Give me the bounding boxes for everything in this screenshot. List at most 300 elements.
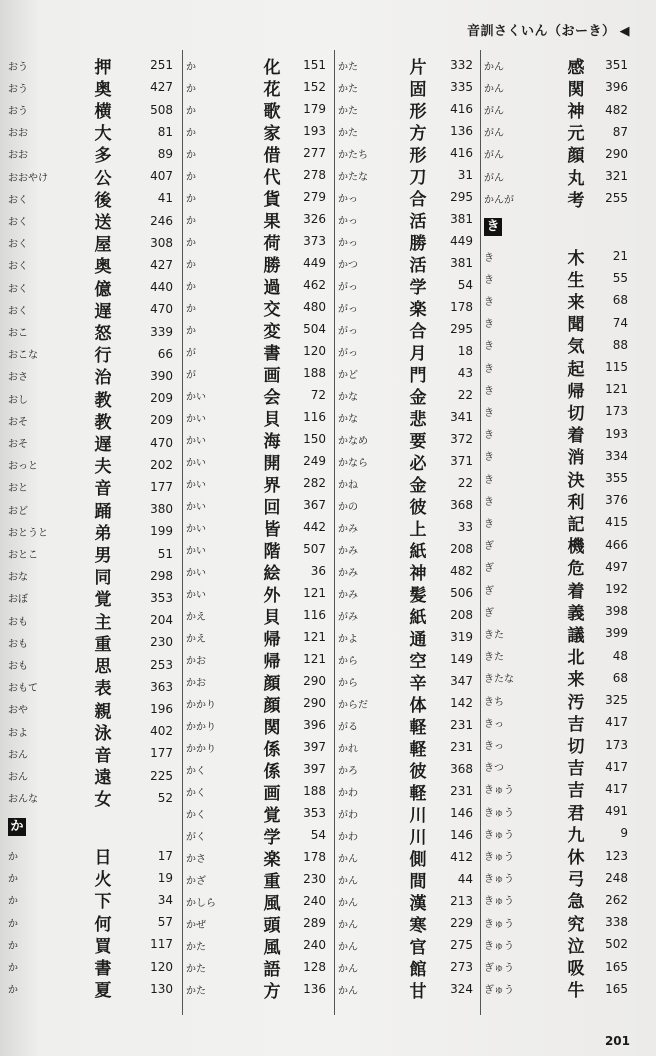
reading: き [484, 496, 494, 508]
reading: きゅう [484, 785, 514, 797]
reading: おや [8, 705, 28, 717]
page-ref: 43 [457, 366, 473, 380]
kanji: 九 [567, 825, 585, 846]
index-entry [484, 165, 628, 187]
reading: かい [186, 501, 206, 513]
index-entry [338, 934, 473, 956]
reading: かたな [338, 171, 368, 183]
reading: か [186, 105, 196, 117]
index-entry [8, 765, 173, 787]
reading: きち [484, 696, 504, 708]
reading: かど [338, 369, 358, 381]
index-entry [484, 312, 628, 334]
page-ref: 462 [303, 278, 326, 292]
kanji: 係 [263, 761, 281, 782]
kanji: 奥 [94, 79, 112, 100]
index-entry [186, 472, 326, 494]
page-ref: 48 [612, 648, 628, 663]
kanji: 覚 [263, 805, 281, 826]
kanji: 覚 [94, 590, 112, 611]
kanji: 必 [409, 453, 427, 474]
kanji: 火 [94, 870, 112, 891]
column-divider [334, 50, 335, 1015]
page-ref: 178 [303, 850, 326, 864]
reading: かん [484, 83, 504, 95]
page-ref: 152 [303, 80, 326, 94]
index-entry [484, 578, 628, 600]
reading: かっ [338, 215, 358, 227]
index-entry [484, 187, 628, 209]
kanji: 休 [567, 848, 585, 869]
page-ref: 68 [612, 670, 628, 685]
kanji: 神 [409, 563, 427, 584]
reading: かた [186, 941, 206, 953]
kanji: 記 [567, 514, 585, 535]
index-entry [484, 423, 628, 445]
page-ref: 325 [605, 693, 628, 708]
index-entry [8, 498, 173, 520]
kanji: 北 [567, 648, 585, 669]
kanji: 家 [263, 123, 281, 144]
index-column [484, 54, 628, 1000]
reading: おし [8, 394, 28, 406]
kanji: 気 [567, 337, 585, 358]
reading: かん [338, 875, 358, 887]
index-entry [8, 742, 173, 764]
index-entry [186, 120, 326, 142]
page-ref: 150 [303, 432, 326, 446]
index-entry [484, 733, 628, 758]
reading: おん [8, 772, 28, 784]
kanji: 楽 [263, 849, 281, 870]
index-entry [338, 98, 473, 120]
kanji: 館 [409, 959, 427, 980]
index-entry [338, 890, 473, 912]
reading: きた [484, 652, 504, 664]
index-entry [338, 208, 473, 230]
index-entry [338, 362, 473, 384]
index-entry [338, 384, 473, 406]
page-ref: 341 [450, 410, 473, 424]
kanji: 貨 [263, 189, 281, 210]
kanji: 活 [409, 211, 427, 232]
page-ref: 165 [605, 959, 628, 974]
reading: きゅう [484, 807, 514, 819]
reading: き [484, 252, 494, 264]
reading: から [338, 655, 358, 667]
kanji: 音 [94, 745, 112, 766]
index-entry [186, 274, 326, 296]
index-entry [186, 648, 326, 670]
reading: かわ [338, 831, 358, 843]
reading: おと [8, 483, 28, 495]
page-ref: 290 [303, 674, 326, 688]
index-entry [186, 802, 326, 824]
page-ref: 87 [612, 124, 628, 139]
index-entry [338, 54, 473, 76]
kanji: 下 [94, 892, 112, 913]
page-ref: 17 [157, 848, 173, 863]
reading: き [484, 474, 494, 486]
index-entry [186, 538, 326, 560]
reading: か [186, 83, 196, 95]
reading: きたな [484, 674, 514, 686]
page-ref: 416 [450, 102, 473, 116]
page-ref: 44 [457, 872, 473, 886]
index-entry [338, 274, 473, 296]
index-entry [186, 428, 326, 450]
index-entry [8, 365, 173, 387]
kanji: 花 [263, 79, 281, 100]
reading: か [186, 281, 196, 293]
page-ref: 231 [450, 718, 473, 732]
page-ref: 507 [303, 542, 326, 556]
section-header [8, 809, 173, 845]
kanji: 関 [567, 79, 585, 100]
reading: おこな [8, 350, 38, 362]
index-entry [8, 409, 173, 431]
kanji: 踊 [94, 501, 112, 522]
reading: か [8, 874, 18, 886]
page-ref: 339 [150, 324, 173, 339]
index-entry [338, 758, 473, 780]
page-ref: 121 [605, 382, 628, 397]
page-ref: 367 [303, 498, 326, 512]
index-entry [484, 911, 628, 933]
kanji: 送 [94, 213, 112, 234]
kanji: 変 [263, 321, 281, 342]
kanji: 教 [94, 390, 112, 411]
page-ref: 353 [150, 590, 173, 605]
kanji: 着 [567, 581, 585, 602]
index-entry [8, 232, 173, 254]
reading: き [484, 363, 494, 375]
page-ref: 335 [450, 80, 473, 94]
page-ref: 397 [303, 740, 326, 754]
index-entry [186, 450, 326, 472]
kanji: 公 [94, 168, 112, 189]
kanji: 軽 [409, 717, 427, 738]
page-ref: 402 [150, 724, 173, 739]
reading: おう [8, 61, 28, 73]
page-ref: 255 [605, 191, 628, 206]
kanji: 学 [409, 277, 427, 298]
page-ref: 415 [605, 515, 628, 530]
page-ref: 55 [612, 271, 628, 286]
reading: かい [186, 545, 206, 557]
index-entry [186, 54, 326, 76]
page-ref: 295 [450, 322, 473, 336]
page-ref: 52 [157, 790, 173, 805]
kanji: 泣 [567, 936, 585, 957]
index-entry [8, 431, 173, 456]
kanji: 吉 [567, 781, 585, 802]
page-ref: 273 [450, 960, 473, 974]
kanji: 顔 [263, 695, 281, 716]
kanji: 勝 [409, 233, 427, 254]
kanji: 遠 [94, 768, 112, 789]
index-entry [186, 626, 326, 648]
kanji: 感 [567, 57, 585, 78]
index-entry [8, 165, 173, 187]
index-entry [8, 476, 173, 498]
kanji: 悲 [409, 409, 427, 430]
page-ref: 321 [605, 169, 628, 184]
index-entry [186, 186, 326, 208]
reading: ぎゅう [484, 985, 514, 997]
section-badge: き [484, 218, 502, 236]
reading: き [484, 319, 494, 331]
reading: おく [8, 305, 28, 317]
index-entry [8, 542, 173, 567]
reading: かい [186, 479, 206, 491]
kanji: 帰 [263, 629, 281, 650]
page-ref: 363 [150, 679, 173, 694]
index-entry [8, 609, 173, 631]
reading: かしら [186, 897, 216, 909]
page-ref: 66 [157, 346, 173, 361]
reading: かた [338, 83, 358, 95]
kanji: 借 [263, 145, 281, 166]
kanji: 風 [263, 937, 281, 958]
reading: かい [186, 391, 206, 403]
kanji: 汚 [567, 692, 585, 713]
index-entry [186, 714, 326, 736]
reading: か [186, 193, 196, 205]
reading: おう [8, 83, 28, 95]
kanji: 君 [567, 803, 585, 824]
page-ref: 173 [605, 404, 628, 419]
kanji: 吉 [567, 714, 585, 735]
kanji: 関 [263, 717, 281, 738]
reading: か [186, 171, 196, 183]
index-entry [186, 582, 326, 604]
index-entry [338, 296, 473, 318]
reading: ぎ [484, 563, 494, 575]
index-entry [186, 384, 326, 406]
kanji: 書 [263, 343, 281, 364]
page-ref: 399 [605, 626, 628, 641]
reading: かみ [338, 589, 358, 601]
index-entry [338, 450, 473, 472]
reading: き [484, 296, 494, 308]
page-ref: 347 [450, 674, 473, 688]
index-entry [8, 276, 173, 298]
page-ref: 398 [605, 604, 628, 619]
kanji: 貝 [263, 409, 281, 430]
kanji: 弓 [567, 870, 585, 891]
page-ref: 173 [605, 737, 628, 752]
kanji: 急 [567, 892, 585, 913]
reading: おさ [8, 372, 28, 384]
index-entry [484, 978, 628, 1000]
kanji: 貝 [263, 607, 281, 628]
page-ref: 334 [605, 448, 628, 463]
kanji: 遅 [94, 435, 112, 456]
page-ref: 120 [303, 344, 326, 358]
reading: かなら [338, 457, 368, 469]
index-entry [338, 626, 473, 648]
page-ref: 136 [450, 124, 473, 138]
reading: かな [338, 391, 358, 403]
page-ref: 208 [450, 542, 473, 556]
page-ref: 249 [303, 454, 326, 468]
reading: かく [186, 765, 206, 777]
index-entry [338, 714, 473, 736]
page-ref: 449 [303, 256, 326, 270]
reading: かみ [338, 545, 358, 557]
reading: おとうと [8, 527, 48, 539]
page-ref: 179 [303, 102, 326, 116]
reading: おく [8, 217, 28, 229]
reading: かた [186, 963, 206, 975]
kanji: 係 [263, 739, 281, 760]
kanji: 来 [567, 670, 585, 691]
page-ref: 121 [303, 630, 326, 644]
kanji: 回 [263, 497, 281, 518]
kanji: 門 [409, 365, 427, 386]
page-ref: 240 [303, 894, 326, 908]
reading: おう [8, 106, 28, 117]
kanji: 髪 [409, 585, 427, 606]
kanji: 開 [263, 453, 281, 474]
page-ref: 57 [157, 915, 173, 930]
kanji: 軽 [409, 739, 427, 760]
index-entry [484, 378, 628, 400]
reading: がっ [338, 325, 358, 337]
index-entry [186, 934, 326, 956]
reading: おも [8, 661, 28, 673]
reading: き [484, 385, 494, 397]
kanji: 川 [409, 805, 427, 826]
index-entry [338, 340, 473, 362]
page-ref: 376 [605, 493, 628, 508]
reading: きっ [484, 741, 504, 752]
page-ref: 178 [450, 300, 473, 314]
index-entry [8, 520, 173, 542]
index-entry [484, 334, 628, 356]
reading: おぼ [8, 594, 28, 606]
kanji: 交 [263, 299, 281, 320]
kanji: 階 [263, 541, 281, 562]
reading: き [484, 518, 494, 530]
column-divider [480, 50, 481, 1015]
index-entry [338, 120, 473, 142]
page-ref: 353 [303, 806, 326, 820]
page-ref: 209 [150, 391, 173, 406]
kanji: 切 [567, 403, 585, 424]
reading: かん [338, 985, 358, 997]
page-ref: 9 [620, 826, 628, 841]
page-ref: 246 [150, 213, 173, 228]
page-ref: 54 [310, 828, 326, 842]
page-ref: 282 [303, 476, 326, 490]
reading: かたち [338, 149, 368, 161]
index-column [338, 54, 473, 1000]
index-entry [338, 164, 473, 186]
page-ref: 412 [450, 850, 473, 864]
page-ref: 416 [450, 146, 473, 160]
index-entry [338, 230, 473, 252]
reading: きゅう [484, 918, 514, 930]
page-ref: 381 [450, 256, 473, 270]
index-entry [338, 494, 473, 516]
page-ref: 123 [605, 848, 628, 863]
kanji: 顔 [263, 673, 281, 694]
reading: おそ [8, 439, 28, 451]
page-ref: 470 [150, 435, 173, 450]
reading: かさ [186, 853, 206, 865]
page-ref: 34 [157, 892, 173, 907]
page-ref: 338 [605, 915, 628, 930]
index-entry [186, 208, 326, 230]
page-ref: 372 [450, 432, 473, 446]
kanji: 屋 [94, 235, 112, 256]
page-ref: 81 [157, 124, 173, 139]
page-ref: 31 [457, 168, 473, 182]
reading: か [8, 985, 18, 997]
kanji: 押 [94, 57, 112, 78]
page-ref: 120 [150, 959, 173, 974]
reading: がみ [338, 611, 358, 623]
kanji: 聞 [567, 315, 585, 336]
reading: おく [8, 194, 28, 206]
kanji: 合 [409, 189, 427, 210]
page-ref: 480 [303, 300, 326, 314]
kanji: 辛 [409, 673, 427, 694]
page-ref: 51 [157, 546, 173, 561]
index-entry [338, 142, 473, 164]
reading: き [484, 452, 494, 464]
kanji: 危 [567, 559, 585, 580]
index-column [186, 54, 326, 1000]
kanji: 考 [567, 190, 585, 211]
index-entry [186, 362, 326, 384]
index-entry [186, 824, 326, 846]
kanji: 軽 [409, 783, 427, 804]
index-entry [338, 956, 473, 978]
kanji: 横 [94, 102, 112, 123]
kanji: 顔 [567, 146, 585, 167]
page-ref: 116 [303, 608, 326, 622]
kanji: 遅 [94, 301, 112, 322]
kanji: 後 [94, 190, 112, 211]
page-ref: 130 [150, 981, 173, 996]
index-entry [186, 912, 326, 934]
page-ref: 115 [605, 360, 628, 375]
index-entry [8, 867, 173, 889]
section-header [484, 209, 628, 245]
kanji: 書 [94, 959, 112, 980]
index-entry [8, 911, 173, 933]
index-entry [186, 230, 326, 252]
kanji: 丸 [567, 168, 585, 189]
page-ref: 36 [310, 564, 326, 578]
index-entry [484, 711, 628, 733]
kanji: 消 [567, 448, 585, 469]
index-entry [8, 698, 173, 720]
reading: がわ [338, 809, 358, 821]
index-entry [8, 298, 173, 320]
reading: か [186, 325, 196, 337]
index-entry [8, 54, 173, 76]
reading: がっ [338, 303, 358, 315]
index-entry [338, 406, 473, 428]
page-ref: 146 [450, 806, 473, 820]
kanji: 勝 [263, 255, 281, 276]
reading: が [186, 347, 196, 359]
page-ref: 253 [150, 657, 173, 672]
